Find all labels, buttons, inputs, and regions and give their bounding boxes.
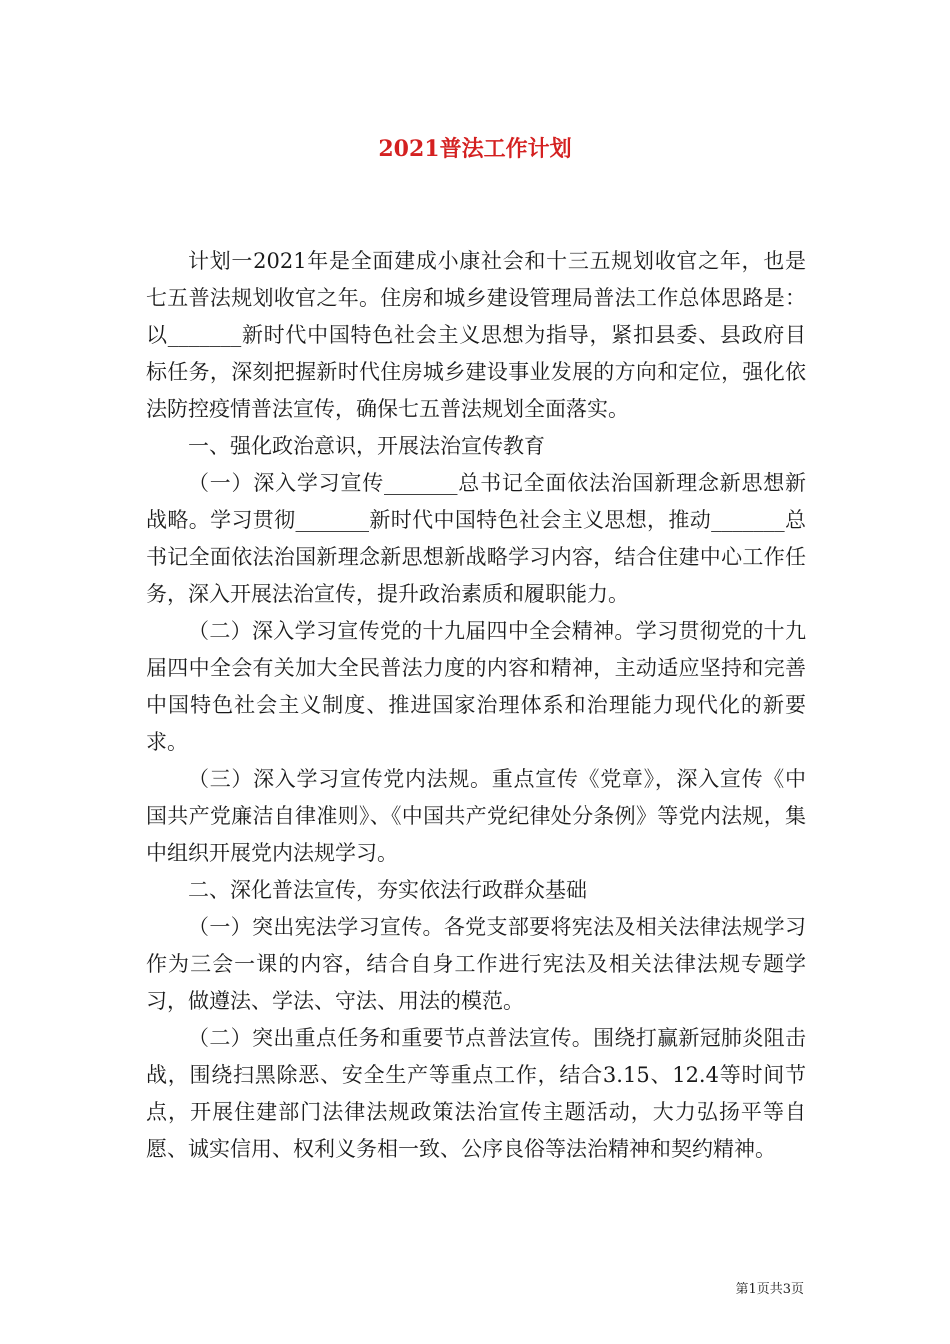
document-body bbox=[146, 243, 806, 1168]
paragraph: 计划一2021年是全面建成小康社会和十三五规划收官之年，也是七五普法规划收官之年。住房和城乡建设管理局普法工作总体思路是：以_______新时代中国特色社会主义思想为指导，紧扣县委、县政府目标任务，深刻把握新时代住房城乡建设事业发展的方向和定位，强化依法防控疫情普法宣传，确保七五普法规划全面落实。 bbox=[146, 249, 806, 421]
section-heading: 一、强化政治意识，开展法治宣传教育 bbox=[188, 434, 545, 458]
paragraph: （一）深入学习宣传_______总书记全面依法治国新理念新思想新战略。学习贯彻_______新时代中国特色社会主义思想，推动_______总书记全面依法治国新理念新思想新战略学习内容，结合住建中心工作任务，深入开展法治宣传，提升政治素质和履职能力。 bbox=[146, 471, 806, 606]
document-title: 2021普法工作计划 bbox=[378, 136, 572, 162]
paragraph: （三）深入学习宣传党内法规。重点宣传《党章》，深入宣传《中国共产党廉洁自律准则》、《中国共产党纪律处分条例》等党内法规，集中组织开展党内法规学习。 bbox=[146, 767, 806, 865]
paragraph: （二）深入学习宣传党的十九届四中全会精神。学习贯彻党的十九届四中全会有关加大全民普法力度的内容和精神，主动适应坚持和完善中国特色社会主义制度、推进国家治理体系和治理能力现代化的新要求。 bbox=[146, 619, 806, 754]
paragraph: （一）突出宪法学习宣传。各党支部要将宪法及相关法律法规学习作为三会一课的内容，结合自身工作进行宪法及相关法律法规专题学习，做遵法、学法、守法、用法的模范。 bbox=[146, 915, 806, 1013]
paragraph: （二）突出重点任务和重要节点普法宣传。围绕打赢新冠肺炎阻击战，围绕扫黑除恶、安全生产等重点工作，结合3.15、12.4等时间节点，开展住建部门法律法规政策法治宣传主题活动，大力弘扬平等自愿、诚实信用、权利义务相一致、公序良俗等法治精神和契约精神。 bbox=[146, 1026, 806, 1161]
section-heading: 二、深化普法宣传，夯实依法行政群众基础 bbox=[188, 878, 587, 902]
page-number: 第1页共3页 bbox=[735, 1282, 804, 1297]
